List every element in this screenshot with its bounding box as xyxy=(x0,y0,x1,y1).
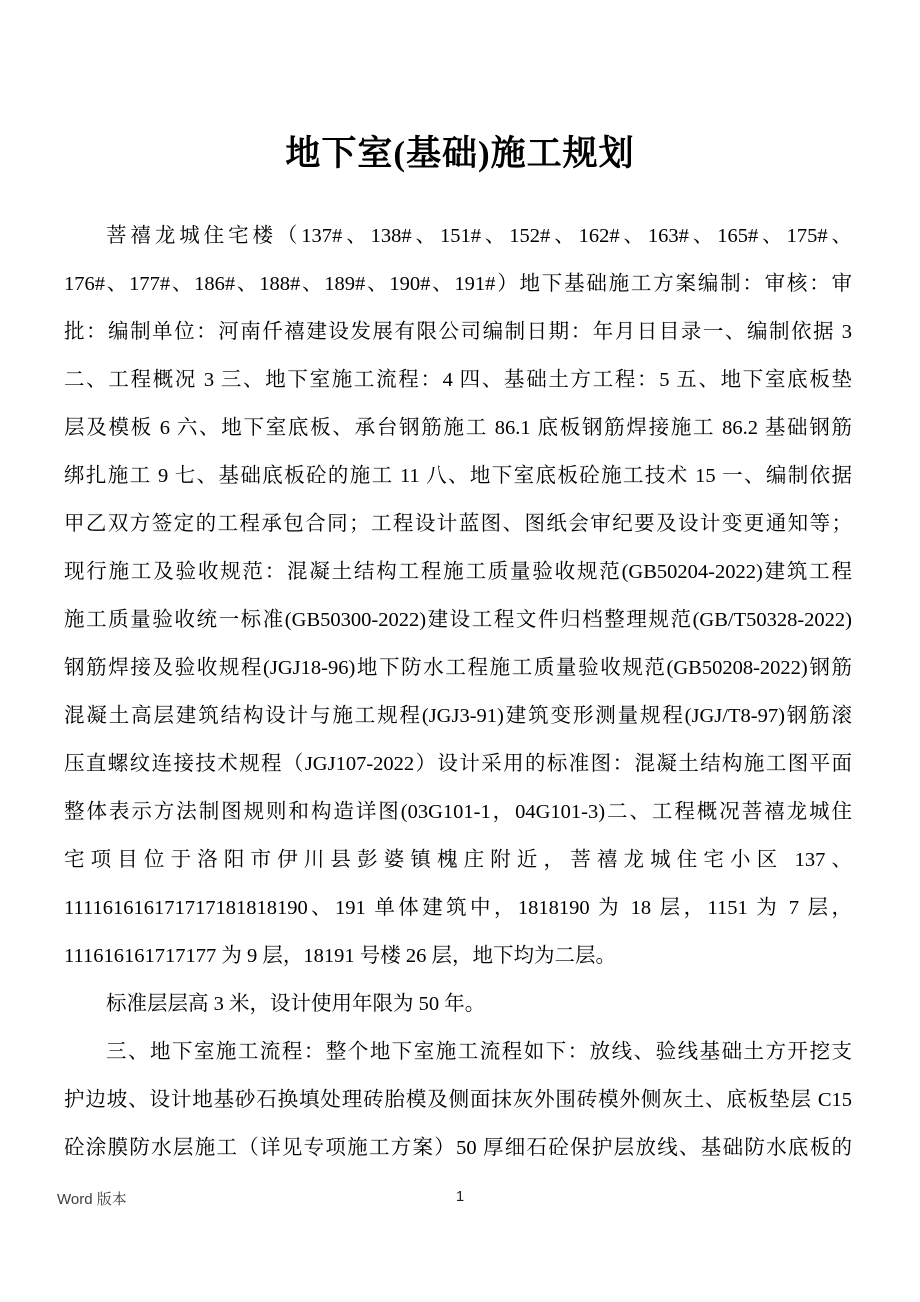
footer-version-label: Word 版本 xyxy=(57,1191,127,1208)
paragraph-line: 整体表示方法制图规则和构造详图(03G101-1，04G101-3)二、工程概况菩禧龙城住 xyxy=(64,801,852,823)
paragraph-line: 钢筋焊接及验收规程(JGJ18-96)地下防水工程施工质量验收规范(GB50208-2022)钢筋 xyxy=(64,657,852,679)
paragraph-line: 111616161717177 为 9 层，18191 号楼 26 层，地下均为二层。 xyxy=(64,945,616,967)
paragraph-line: 三、地下室施工流程：整个地下室施工流程如下：放线、验线基础土方开挖支 xyxy=(106,1041,852,1063)
paragraph-line: 现行施工及验收规范：混凝土结构工程施工质量验收规范(GB50204-2022)建筑工程 xyxy=(64,561,852,583)
paragraph-line: 护边坡、设计地基砂石换填处理砖胎模及侧面抹灰外围砖模外侧灰土、底板垫层 C15 xyxy=(64,1089,852,1111)
page-footer xyxy=(0,1188,920,1218)
document-title: 地下室(基础)施工规划 xyxy=(285,134,635,173)
paragraph-line: 二、工程概况 3 三、地下室施工流程：4 四、基础土方工程：5 五、地下室底板垫 xyxy=(64,369,852,391)
document-body xyxy=(64,212,852,1172)
paragraph-line: 111161616171717181818190、191 单体建筑中，1818190 为 18 层，1151 为 7 层， xyxy=(64,897,852,919)
paragraph-line: 宅项目位于洛阳市伊川县彭婆镇槐庄附近，菩禧龙城住宅小区 137、 xyxy=(64,849,852,871)
paragraph-line: 施工质量验收统一标准(GB50300-2022)建设工程文件归档整理规范(GB/T50328-2022) xyxy=(64,609,852,631)
paragraph-line: 甲乙双方签定的工程承包合同；工程设计蓝图、图纸会审纪要及设计变更通知等； xyxy=(64,513,852,535)
paragraph-line: 176#、177#、186#、188#、189#、190#、191#）地下基础施工方案编制：审核：审 xyxy=(64,273,852,295)
paragraph-line: 压直螺纹连接技术规程（JGJ107-2022）设计采用的标准图：混凝土结构施工图平面 xyxy=(64,753,852,775)
paragraph-line: 绑扎施工 9 七、基础底板砼的施工 11 八、地下室底板砼施工技术 15 一、编制依据 xyxy=(64,465,852,487)
paragraph-line: 菩禧龙城住宅楼（137#、138#、151#、152#、162#、163#、165#、175#、 xyxy=(106,225,852,247)
paragraph-line: 混凝土高层建筑结构设计与施工规程(JGJ3-91)建筑变形测量规程(JGJ/T8-97)钢筋滚 xyxy=(64,705,852,727)
footer-page-number: 1 xyxy=(455,1188,465,1205)
paragraph-line: 层及模板 6 六、地下室底板、承台钢筋施工 86.1 底板钢筋焊接施工 86.2 基础钢筋 xyxy=(64,417,852,439)
paragraph-line: 批：编制单位：河南仟禧建设发展有限公司编制日期：年月日目录一、编制依据 3 xyxy=(64,321,852,343)
paragraph-line: 砼涂膜防水层施工（详见专项施工方案）50 厚细石砼保护层放线、基础防水底板的 xyxy=(64,1137,852,1159)
paragraph-line: 标准层层高 3 米，设计使用年限为 50 年。 xyxy=(106,993,486,1015)
